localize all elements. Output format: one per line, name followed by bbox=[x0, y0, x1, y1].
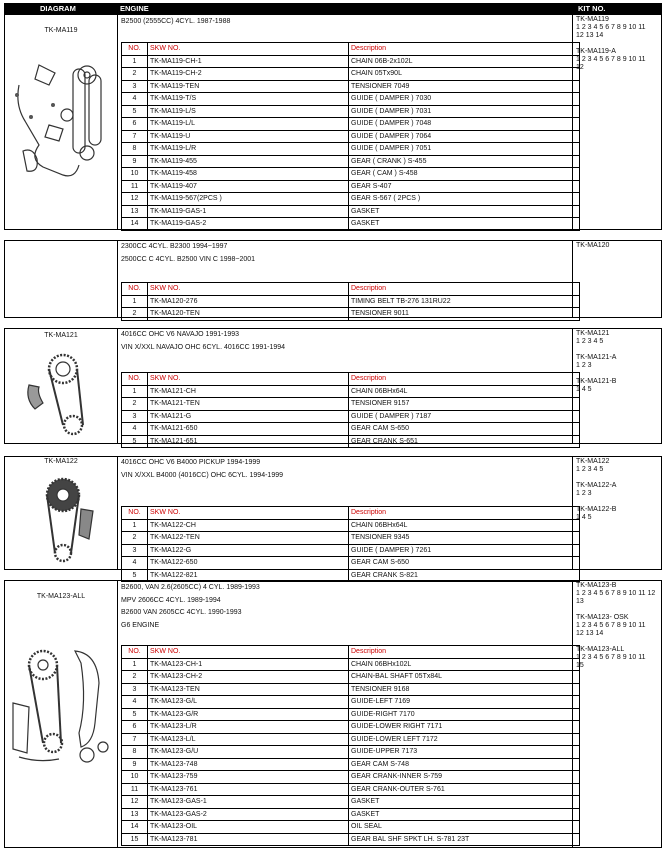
kit-line: TK-MA119-A bbox=[576, 48, 616, 55]
diagram-label: TK-MA121 bbox=[44, 332, 78, 339]
kit-line bbox=[576, 606, 661, 614]
part-description: GEAR ( CAM ) S-458 bbox=[349, 168, 580, 181]
table-row bbox=[122, 435, 580, 448]
part-number: 6 bbox=[122, 118, 148, 131]
sku-number: TK-MA122-TEN bbox=[148, 532, 349, 545]
column-header-sku: SKW NO. bbox=[148, 373, 349, 386]
part-number: 10 bbox=[122, 168, 148, 181]
kit-line: 1 2 3 bbox=[576, 362, 592, 369]
part-number: 7 bbox=[122, 733, 148, 746]
part-number: 8 bbox=[122, 746, 148, 759]
diagram-cell bbox=[5, 329, 118, 443]
part-description: TIMING BELT TB-276 131RU22 bbox=[349, 295, 580, 308]
column-header-description: Description bbox=[349, 373, 580, 386]
engine-line: 2500CC C 4CYL. B2500 VIN C 1998~2001 bbox=[121, 255, 256, 263]
part-description: TENSIONER 9168 bbox=[349, 683, 580, 696]
table-row bbox=[122, 796, 580, 809]
part-description: GEAR CRANK S-821 bbox=[349, 569, 580, 582]
sku-number: TK-MA123-781 bbox=[148, 833, 349, 846]
part-description: CHAIN-BAL SHAFT 05Tx84L bbox=[349, 671, 580, 684]
table-row bbox=[122, 193, 580, 206]
sku-number: TK-MA123-L/R bbox=[148, 721, 349, 734]
kit-line: 12 bbox=[576, 64, 584, 71]
part-number: 11 bbox=[122, 180, 148, 193]
kit-numbers bbox=[576, 458, 616, 522]
kit-line: TK-MA123-B bbox=[576, 582, 617, 589]
part-description: GUIDE ( DAMPER ) 7261 bbox=[349, 544, 580, 557]
kit-line: TK-MA120 bbox=[576, 242, 610, 249]
column-header-description: Description bbox=[349, 283, 580, 296]
kit-line: 1 2 3 4 5 bbox=[576, 466, 604, 473]
table-row bbox=[122, 758, 580, 771]
sku-number: TK-MA121-CH bbox=[148, 385, 349, 398]
sku-number: TK-MA119-455 bbox=[148, 155, 349, 168]
sku-number: TK-MA119-CH-1 bbox=[148, 55, 349, 68]
sku-number: TK-MA122-CH bbox=[148, 519, 349, 532]
sku-number: TK-MA120-276 bbox=[148, 295, 349, 308]
table-row bbox=[122, 746, 580, 759]
part-number: 1 bbox=[122, 519, 148, 532]
table-row bbox=[122, 808, 580, 821]
column-header-description: Description bbox=[349, 507, 580, 520]
kit-line bbox=[576, 474, 616, 482]
timing-kit-illustration bbox=[9, 643, 113, 767]
part-number: 1 bbox=[122, 385, 148, 398]
column-header-sku: SKW NO. bbox=[148, 43, 349, 56]
sku-number: TK-MA119-407 bbox=[148, 180, 349, 193]
kit-line: 1 2 3 4 5 6 7 8 9 10 11 bbox=[576, 654, 646, 661]
part-description: GUIDE-LOWER LEFT 7172 bbox=[349, 733, 580, 746]
kit-line: 1 2 3 4 5 6 7 8 9 10 11 bbox=[576, 24, 646, 31]
sku-number: TK-MA119-L/L bbox=[148, 118, 349, 131]
table-row bbox=[122, 398, 580, 411]
diagram-label: TK-MA119 bbox=[44, 27, 78, 34]
part-number: 7 bbox=[122, 130, 148, 143]
part-number: 9 bbox=[122, 758, 148, 771]
kit-line: 1 2 3 4 5 6 7 8 9 10 11 12 13 bbox=[576, 590, 656, 605]
part-number: 5 bbox=[122, 708, 148, 721]
engine-line: 4016CC OHC V6 B4000 PICKUP 1994-1999 bbox=[121, 459, 261, 466]
kit-line: TK-MA122 bbox=[576, 458, 610, 465]
column-header-sku: SKW NO. bbox=[148, 646, 349, 659]
kit-line bbox=[576, 370, 616, 378]
engine-description bbox=[121, 582, 260, 632]
part-number: 2 bbox=[122, 671, 148, 684]
column-header-row bbox=[122, 646, 580, 659]
kit-line: TK-MA123- OSK bbox=[576, 614, 629, 621]
engine-line: 4016CC OHC V6 NAVAJO 1991-1993 bbox=[121, 331, 240, 338]
part-number: 4 bbox=[122, 423, 148, 436]
part-description: GEAR CAM S-748 bbox=[349, 758, 580, 771]
table-row bbox=[122, 155, 580, 168]
kit-line: TK-MA122-B bbox=[576, 506, 617, 513]
sku-number: TK-MA123-G/R bbox=[148, 708, 349, 721]
part-description: GUIDE-UPPER 7173 bbox=[349, 746, 580, 759]
part-description: TENSIONER 9345 bbox=[349, 532, 580, 545]
column-header-no: NO. bbox=[122, 283, 148, 296]
engine-line: G6 ENGINE bbox=[121, 621, 160, 629]
diagram-cell bbox=[5, 581, 118, 847]
part-description: GEAR ( CRANK ) S-455 bbox=[349, 155, 580, 168]
kit-line: 1 2 3 4 5 6 7 8 9 10 11 bbox=[576, 622, 646, 629]
part-number: 6 bbox=[122, 721, 148, 734]
kit-line: TK-MA121-B bbox=[576, 378, 617, 385]
sku-number: TK-MA123-G/L bbox=[148, 696, 349, 709]
part-description: GEAR CRANK-OUTER S-761 bbox=[349, 783, 580, 796]
part-number: 3 bbox=[122, 80, 148, 93]
kit-line: TK-MA122-A bbox=[576, 482, 617, 489]
table-row bbox=[122, 295, 580, 308]
kit-line bbox=[576, 346, 616, 354]
engine-line: B2500 (2555CC) 4CYL. 1987-1988 bbox=[121, 18, 231, 25]
kit-line: 1 4 5 bbox=[576, 514, 592, 521]
table-row bbox=[122, 180, 580, 193]
sku-number: TK-MA123-GAS-2 bbox=[148, 808, 349, 821]
part-number: 2 bbox=[122, 308, 148, 321]
sku-number: TK-MA122-650 bbox=[148, 557, 349, 570]
kit-cell bbox=[572, 241, 661, 317]
diagram-cell bbox=[5, 457, 118, 569]
part-number: 9 bbox=[122, 155, 148, 168]
timing-chain-illustration bbox=[23, 349, 103, 439]
table-row bbox=[122, 658, 580, 671]
table-row bbox=[122, 721, 580, 734]
sku-number: TK-MA123-G/U bbox=[148, 746, 349, 759]
table-row bbox=[122, 68, 580, 81]
sku-number: TK-MA123-GAS-1 bbox=[148, 796, 349, 809]
engine-line: VIN X/XXL NAVAJO OHC 6CYL. 4016CC 1991-1994 bbox=[121, 343, 286, 351]
table-header bbox=[4, 3, 662, 14]
kit-line bbox=[576, 638, 661, 646]
kit-block-ma121 bbox=[4, 328, 662, 444]
header-engine: ENGINE bbox=[120, 4, 149, 13]
table-row bbox=[122, 783, 580, 796]
part-number: 13 bbox=[122, 205, 148, 218]
part-description: GUIDE ( DAMPER ) 7187 bbox=[349, 410, 580, 423]
engine-description bbox=[121, 329, 285, 354]
kit-block-ma122 bbox=[4, 456, 662, 579]
column-header-row bbox=[122, 373, 580, 386]
part-number: 3 bbox=[122, 544, 148, 557]
table-row bbox=[122, 696, 580, 709]
engine-line: VIN X/XXL B4000 (4016CC) OHC 6CYL. 1994-1999 bbox=[121, 471, 283, 479]
part-number: 5 bbox=[122, 569, 148, 582]
header-kit-no: KIT NO. bbox=[578, 4, 606, 13]
part-number: 4 bbox=[122, 93, 148, 106]
engine-description bbox=[121, 457, 283, 482]
sku-number: TK-MA120-TEN bbox=[148, 308, 349, 321]
kit-numbers bbox=[576, 16, 646, 72]
part-description: GUIDE-LOWER RIGHT 7171 bbox=[349, 721, 580, 734]
column-header-row bbox=[122, 507, 580, 520]
part-number: 1 bbox=[122, 55, 148, 68]
part-description: GUIDE-LEFT 7169 bbox=[349, 696, 580, 709]
table-row bbox=[122, 308, 580, 321]
table-row bbox=[122, 80, 580, 93]
table-row bbox=[122, 683, 580, 696]
part-number: 2 bbox=[122, 532, 148, 545]
part-description: GUIDE ( DAMPER ) 7048 bbox=[349, 118, 580, 131]
part-description: CHAIN 05Tx90L bbox=[349, 68, 580, 81]
part-description: CHAIN 06B-2x102L bbox=[349, 55, 580, 68]
part-description: TENSIONER 7049 bbox=[349, 80, 580, 93]
table-row bbox=[122, 557, 580, 570]
table-row bbox=[122, 519, 580, 532]
kit-numbers bbox=[576, 242, 609, 250]
part-number: 10 bbox=[122, 771, 148, 784]
diagram-label: TK-MA123-ALL bbox=[36, 593, 86, 600]
column-header-description: Description bbox=[349, 646, 580, 659]
kit-line: 12 13 14 bbox=[576, 32, 604, 39]
part-description: TENSIONER 9157 bbox=[349, 398, 580, 411]
part-description: GUIDE-RIGHT 7170 bbox=[349, 708, 580, 721]
column-header-description: Description bbox=[349, 43, 580, 56]
part-number: 5 bbox=[122, 435, 148, 448]
parts-table bbox=[121, 506, 580, 582]
column-header-no: NO. bbox=[122, 646, 148, 659]
part-description: GEAR CRANK-INNER S-759 bbox=[349, 771, 580, 784]
table-row bbox=[122, 205, 580, 218]
part-description: GEAR S-567 ( 2PCS ) bbox=[349, 193, 580, 206]
part-description: GUIDE ( DAMPER ) 7051 bbox=[349, 143, 580, 156]
sku-number: TK-MA123-748 bbox=[148, 758, 349, 771]
sku-number: TK-MA123-TEN bbox=[148, 683, 349, 696]
part-description: GEAR BAL SHF SPKT LH. S-781 23T bbox=[349, 833, 580, 846]
kit-numbers bbox=[576, 330, 616, 394]
table-row bbox=[122, 93, 580, 106]
kit-line: TK-MA119 bbox=[576, 16, 609, 23]
table-row bbox=[122, 143, 580, 156]
column-header-sku: SKW NO. bbox=[148, 507, 349, 520]
part-number: 8 bbox=[122, 143, 148, 156]
sku-number: TK-MA123-CH-2 bbox=[148, 671, 349, 684]
engine-description bbox=[121, 241, 255, 266]
kit-line bbox=[576, 40, 646, 48]
part-description: TENSIONER 9011 bbox=[349, 308, 580, 321]
parts-table bbox=[121, 372, 580, 448]
column-header-row bbox=[122, 43, 580, 56]
kit-line: 1 4 5 bbox=[576, 386, 592, 393]
part-description: CHAIN 06BHx64L bbox=[349, 385, 580, 398]
part-number: 15 bbox=[122, 833, 148, 846]
kit-line bbox=[576, 498, 616, 506]
table-row bbox=[122, 771, 580, 784]
part-number: 5 bbox=[122, 105, 148, 118]
table-row bbox=[122, 118, 580, 131]
kit-block-ma119 bbox=[4, 14, 662, 230]
engine-line: B2600, VAN 2.6(2605CC) 4 CYL. 1989-1993 bbox=[121, 584, 260, 591]
column-header-no: NO. bbox=[122, 507, 148, 520]
kit-cell bbox=[572, 581, 661, 847]
engine-line: 2300CC 4CYL. B2300 1994~1997 bbox=[121, 243, 228, 250]
diagram-cell bbox=[5, 15, 118, 229]
sku-number: TK-MA123-OIL bbox=[148, 821, 349, 834]
sku-number: TK-MA122-821 bbox=[148, 569, 349, 582]
sku-number: TK-MA119-CH-2 bbox=[148, 68, 349, 81]
part-number: 11 bbox=[122, 783, 148, 796]
part-description: GASKET bbox=[349, 796, 580, 809]
kit-line: TK-MA121-A bbox=[576, 354, 617, 361]
part-number: 2 bbox=[122, 398, 148, 411]
sku-number: TK-MA119-L/R bbox=[148, 143, 349, 156]
part-description: GASKET bbox=[349, 808, 580, 821]
table-row bbox=[122, 385, 580, 398]
part-description: OIL SEAL bbox=[349, 821, 580, 834]
kit-cell bbox=[572, 15, 661, 229]
kit-cell bbox=[572, 457, 661, 569]
sku-number: TK-MA123-759 bbox=[148, 771, 349, 784]
kit-cell bbox=[572, 329, 661, 443]
kit-line: 1 2 3 4 5 bbox=[576, 338, 604, 345]
sku-number: TK-MA119-L/S bbox=[148, 105, 349, 118]
sku-number: TK-MA123-L/L bbox=[148, 733, 349, 746]
timing-kit-illustration bbox=[9, 55, 113, 185]
kit-line: 1 2 3 bbox=[576, 490, 592, 497]
part-description: GUIDE ( DAMPER ) 7030 bbox=[349, 93, 580, 106]
sku-number: TK-MA119-TEN bbox=[148, 80, 349, 93]
part-number: 13 bbox=[122, 808, 148, 821]
sku-number: TK-MA121-651 bbox=[148, 435, 349, 448]
table-row bbox=[122, 532, 580, 545]
part-description: GASKET bbox=[349, 218, 580, 231]
kit-line: 15 bbox=[576, 662, 584, 669]
column-header-row bbox=[122, 283, 580, 296]
part-description: GEAR CAM S-650 bbox=[349, 557, 580, 570]
part-number: 2 bbox=[122, 68, 148, 81]
table-row bbox=[122, 55, 580, 68]
part-description: GASKET bbox=[349, 205, 580, 218]
engine-line: MPV 2606CC 4CYL. 1989-1994 bbox=[121, 596, 221, 604]
sku-number: TK-MA123-761 bbox=[148, 783, 349, 796]
sku-number: TK-MA121-TEN bbox=[148, 398, 349, 411]
sku-number: TK-MA119-GAS-2 bbox=[148, 218, 349, 231]
part-description: GEAR CRANK S-651 bbox=[349, 435, 580, 448]
kit-block-ma120 bbox=[4, 240, 662, 318]
part-number: 12 bbox=[122, 796, 148, 809]
sku-number: TK-MA123-CH-1 bbox=[148, 658, 349, 671]
sku-number: TK-MA119-U bbox=[148, 130, 349, 143]
sku-number: TK-MA119-T/S bbox=[148, 93, 349, 106]
part-number: 1 bbox=[122, 295, 148, 308]
column-header-no: NO. bbox=[122, 43, 148, 56]
table-row bbox=[122, 708, 580, 721]
part-number: 3 bbox=[122, 683, 148, 696]
column-header-sku: SKW NO. bbox=[148, 283, 349, 296]
kit-line: TK-MA123-ALL bbox=[576, 646, 625, 653]
part-number: 4 bbox=[122, 696, 148, 709]
sku-number: TK-MA122-G bbox=[148, 544, 349, 557]
diagram-label: TK-MA122 bbox=[44, 458, 78, 465]
table-row bbox=[122, 821, 580, 834]
kit-numbers bbox=[576, 582, 661, 670]
table-row bbox=[122, 733, 580, 746]
part-description: CHAIN 06BHx102L bbox=[349, 658, 580, 671]
part-description: GEAR CAM S-650 bbox=[349, 423, 580, 436]
sku-number: TK-MA121-650 bbox=[148, 423, 349, 436]
sku-number: TK-MA119-GAS-1 bbox=[148, 205, 349, 218]
kit-block-ma123 bbox=[4, 580, 662, 848]
table-row bbox=[122, 671, 580, 684]
table-row bbox=[122, 833, 580, 846]
sku-number: TK-MA119-567(2PCS ) bbox=[148, 193, 349, 206]
part-number: 1 bbox=[122, 658, 148, 671]
table-row bbox=[122, 218, 580, 231]
sku-number: TK-MA121-G bbox=[148, 410, 349, 423]
parts-table bbox=[121, 645, 580, 846]
kit-line: TK-MA121 bbox=[576, 330, 610, 337]
part-number: 14 bbox=[122, 218, 148, 231]
parts-table bbox=[121, 42, 580, 231]
table-row bbox=[122, 544, 580, 557]
engine-line: B2600 VAN 2605CC 4CYL. 1990-1993 bbox=[121, 609, 242, 616]
table-row bbox=[122, 105, 580, 118]
part-number: 14 bbox=[122, 821, 148, 834]
part-description: GUIDE ( DAMPER ) 7031 bbox=[349, 105, 580, 118]
table-row bbox=[122, 410, 580, 423]
sku-number: TK-MA119-458 bbox=[148, 168, 349, 181]
part-description: GEAR S-407 bbox=[349, 180, 580, 193]
column-header-no: NO. bbox=[122, 373, 148, 386]
kit-line: 12 13 14 bbox=[576, 630, 604, 637]
header-diagram: DIAGRAM bbox=[40, 4, 76, 13]
table-row bbox=[122, 423, 580, 436]
kit-line: 1 2 3 4 5 6 7 8 9 10 11 bbox=[576, 56, 646, 63]
engine-description bbox=[121, 16, 230, 29]
part-number: 12 bbox=[122, 193, 148, 206]
parts-table bbox=[121, 282, 580, 321]
part-description: GUIDE ( DAMPER ) 7064 bbox=[349, 130, 580, 143]
diagram-cell bbox=[5, 241, 118, 317]
timing-chain-illustration bbox=[27, 469, 107, 567]
part-number: 3 bbox=[122, 410, 148, 423]
table-row bbox=[122, 168, 580, 181]
part-number: 4 bbox=[122, 557, 148, 570]
table-row bbox=[122, 130, 580, 143]
part-description: CHAIN 06BHx64L bbox=[349, 519, 580, 532]
